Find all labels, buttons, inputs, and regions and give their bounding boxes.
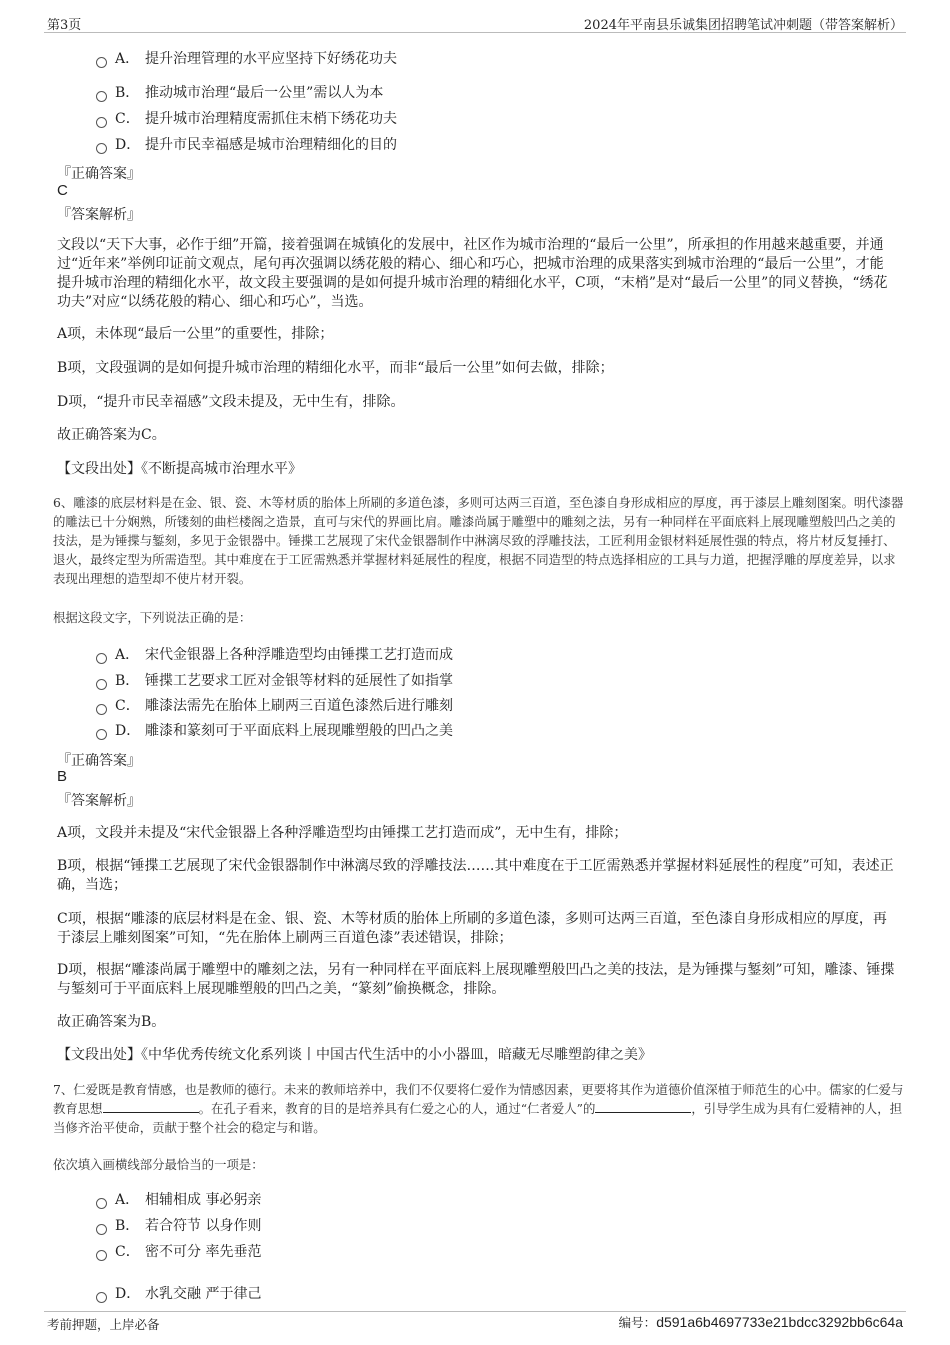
q5-option-a[interactable]: A． 提升治理管理的水平应坚持下好绣花功夫 [96,50,397,68]
fill-blank-2[interactable] [595,1100,691,1113]
radio-icon[interactable] [96,1250,107,1261]
q5-answer-label: 『正确答案』 [57,166,141,182]
footer-divider [44,1311,906,1312]
radio-icon[interactable] [96,91,107,102]
radio-icon[interactable] [96,704,107,715]
q5-option-c[interactable]: C． 提升城市治理精度需抓住末梢下绣花功夫 [96,110,397,128]
radio-icon[interactable] [96,1198,107,1209]
radio-icon[interactable] [96,729,107,740]
q6-question: 根据这段文字，下列说法正确的是： [53,610,252,625]
radio-icon[interactable] [96,1292,107,1303]
q6-analysis-d: D项，根据“雕漆尚属于雕塑中的雕刻之法，另有一种同样在平面底料上展现雕塑般凹凸之美的技法，是为锤揲与錾刻”可知，雕漆、锤揲与錾刻可于平面底料上展现雕塑般的凹凸之美，“篆刻”偷换概念，排除。 [57,962,895,997]
document-code: 编号：d591a6b4697733e21bdcc3292bb6c64a [618,1314,903,1330]
q6-analysis-label: 『答案解析』 [57,793,141,809]
radio-icon[interactable] [96,143,107,154]
q7-option-d[interactable]: D． 水乳交融 严于律己 [96,1285,261,1303]
q5-analysis-label: 『答案解析』 [57,207,141,223]
q5-analysis-b: B项，文段强调的是如何提升城市治理的精细化水平，而非“最后一公里”如何去做，排除； [57,360,614,376]
q6-answer: B [57,768,68,785]
page-number: 第3页 [47,18,82,33]
q5-analysis-d: D项，“提升市民幸福感”文段未提及，无中生有，排除。 [57,394,405,410]
q6-analysis-a: A项，文段并未提及“宋代金银器上各种浮雕造型均由锤揲工艺打造而成”，无中生有，排除； [57,825,628,841]
q6-conclusion: 故正确答案为B。 [57,1014,166,1030]
radio-icon[interactable] [96,1224,107,1235]
radio-icon[interactable] [96,117,107,128]
q7-stem: 7、仁爱既是教育情感，也是教师的德行。未来的教师培养中，我们不仅要将仁爱作为情感因素，更要将其作为道德价值深植于师范生的心中。儒家的仁爱与教育思想 。在孔子看来，教育的目的是培养具有仁爱之心的人，通过“仁者爱人”的 ，引导学生成为具有仁爱精神的人，担当修齐治平使命，贡献于整个社会的稳定与和谐。 [53,1082,904,1135]
q5-answer: C [57,182,68,199]
q7-option-a[interactable]: A． 相辅相成 事必躬亲 [96,1191,261,1209]
q5-option-b[interactable]: B． 推动城市治理“最后一公里”需以人为本 [96,84,383,102]
q5-conclusion: 故正确答案为C。 [57,427,166,443]
q6-analysis-b: B项，根据“锤揲工艺展现了宋代金银器制作中淋漓尽致的浮雕技法……其中难度在于工匠需熟悉并掌握材料延展性的程度”可知，表述正确，当选； [57,858,894,893]
q5-analysis-a: A项，未体现“最后一公里”的重要性，排除； [57,326,334,342]
radio-icon[interactable] [96,679,107,690]
footer-slogan: 考前押题，上岸必备 [47,1317,160,1332]
q7-option-c[interactable]: C． 密不可分 率先垂范 [96,1243,261,1261]
fill-blank-1[interactable] [103,1100,199,1113]
q7-option-b[interactable]: B． 若合符节 以身作则 [96,1217,261,1235]
q7-question: 依次填入画横线部分最恰当的一项是： [53,1157,264,1172]
q6-option-c[interactable]: C． 雕漆法需先在胎体上刷两三百道色漆然后进行雕刻 [96,697,453,715]
q6-stem: 6、雕漆的底层材料是在金、银、瓷、木等材质的胎体上所刷的多道色漆，多则可达两三百道，至色漆自身形成相应的厚度，再于漆层上雕刻图案。明代漆器的雕法已十分娴熟，所镂刻的曲栏楼阁之造景，直可与宋代的界画比肩。雕漆尚属于雕塑中的雕刻之法，另有一种同样在平面底料上展现雕塑般凹凸之美的技法，是为锤揲与錾刻，多见于金银器中。锤揲工艺展现了宋代金银器制作中淋漓尽致的浮雕技法，工匠利用金银材料延展性强的特点，将片材反复捶打、退火，最终定型为所需造型。其中难度在于工匠需熟悉并掌握材料延展性的程度，根据不同造型的特点选择相应的工具与力道，把握浮雕的厚度差异，以求表现出理想的造型却不使片材开裂。 [53,495,904,586]
q5-option-d[interactable]: D． 提升市民幸福感是城市治理精细化的目的 [96,136,397,154]
q5-analysis-main: 文段以“天下大事，必作于细”开篇，接着强调在城镇化的发展中，社区作为城市治理的“最后一公里”，所承担的作用越来越重要，并通过“近年来”举例印证前文观点，尾句再次强调以绣花般的精心、细心和巧心，把城市治理的成果落实到城市治理的“最后一公里”，才能提升城市治理的精细化水平，故文段主要强调的是如何提升城市治理的精细化水平，C项，“末梢”是对“最后一公里”的同义替换，“绣花功夫”对应“以绣花般的精心、细心和巧心”，当选。 [57,237,888,310]
header-divider [44,32,906,33]
q6-source: 【文段出处】《中华优秀传统文化系列谈丨中国古代生活中的小小器皿，暗藏无尽雕塑韵律之美》 [57,1047,652,1063]
q6-option-d[interactable]: D． 雕漆和篆刻可于平面底料上展现雕塑般的凹凸之美 [96,722,453,740]
q6-option-a[interactable]: A． 宋代金银器上各种浮雕造型均由锤揲工艺打造而成 [96,646,453,664]
radio-icon[interactable] [96,57,107,68]
q6-option-b[interactable]: B． 锤揲工艺要求工匠对金银等材料的延展性了如指掌 [96,672,453,690]
radio-icon[interactable] [96,653,107,664]
q6-answer-label: 『正确答案』 [57,753,141,769]
q5-source: 【文段出处】《不断提高城市治理水平》 [57,461,302,477]
document-title: 2024年平南县乐诚集团招聘笔试冲刺题（带答案解析） [583,18,903,33]
q6-analysis-c: C项，根据“雕漆的底层材料是在金、银、瓷、木等材质的胎体上所刷的多道色漆，多则可达两三百道，至色漆自身形成相应的厚度，再于漆层上雕刻图案”可知，“先在胎体上刷两三百道色漆”表述错误，排除； [57,911,887,946]
